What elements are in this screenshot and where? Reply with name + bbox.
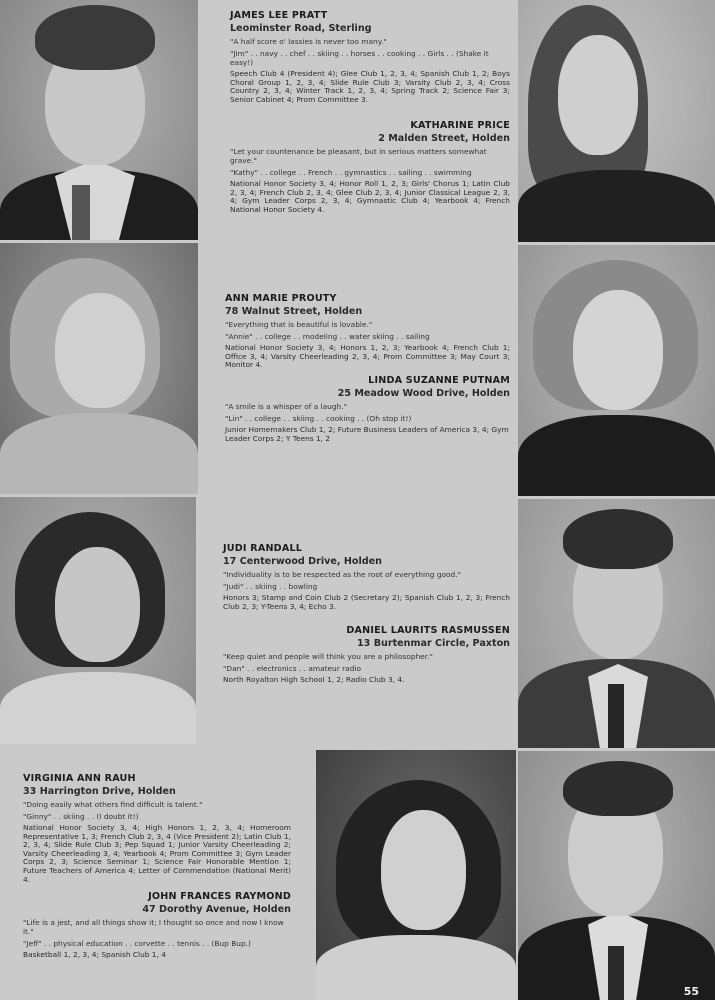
student-name: DANIEL LAURITS RASMUSSEN [346,625,510,636]
student-quote: "Individuality is to be respected as the root of everything good." [223,570,461,579]
student-quote: "Let your countenance be pleasant, but in serious matters somewhat grave." [230,147,487,165]
portrait-photo-randall [0,497,196,744]
student-quote: "Keep quiet and people will think you are a philosopher." [223,652,433,661]
student-quote: "Life is a jest, and all things show it; I thought so once and now I know it." [23,918,284,936]
bio-pratt [230,10,510,104]
student-quote: "A smile is a whisper of a laugh." [225,402,347,411]
student-interests: "Annie" . . college . . modeling . . water skiing . . sailing [225,332,430,341]
student-name: JUDI RANDALL [223,543,303,554]
student-activities: National Honor Society 3, 4; High Honors 1, 2, 3, 4; Homeroom Representative 1, 3; French Club 2, 3, 4 (Vice President 2); Latin Club 1, 2, 3, 4; Slide Rule Club 3; Pep Squad 1; Junior Varsity Cheerleading 2; Varsity Cheerleading 3, 4; Yearbook 4; Prom Committee 3; Gym Leader Corps 2, 3; Science Seminar 1; Science Fair Honorable Mention 1; Future Teachers of America 4; Letter of Commendation (National Merit) 4. [23,823,291,884]
student-quote: "Doing easily what others find difficult is talent." [23,800,203,809]
portrait-photo-rauh [316,750,516,1000]
student-address: 78 Walnut Street, Holden [225,306,363,317]
student-interests: "Dan" . . electronics . . amateur radio [223,664,361,673]
portrait-photo-raymond [518,751,715,1000]
student-address: 17 Centerwood Drive, Holden [223,556,382,567]
student-name: JOHN FRANCES RAYMOND [148,891,291,902]
portrait-photo-putnam [518,245,715,496]
bio-rasmussen [223,625,510,685]
student-activities: National Honor Society 3, 4; Honor Roll 1, 2, 3; Girls' Chorus 1; Latin Club 2, 3, 4; French Club 2, 3, 4; Glee Club 2, 3, 4; Junior Classical League 2, 3, 4; Gym Leader Corps 2, 3, 4; Gymnastic Club 4; Yearbook 4; French National Honor Society 4. [230,179,510,214]
bio-randall [223,543,510,611]
student-activities: Basketball 1, 2, 3, 4; Spanish Club 1, 4 [23,950,166,959]
student-interests: "Jeff" . . physical education . . corvette . . tennis . . (Bup Bup.) [23,939,251,948]
bio-putnam [225,375,510,443]
student-interests: "Jim" . . navy . . chef . . skiing . . horses . . cooking . . Girls . . (Shake it easy!) [230,49,489,67]
student-interests: "Lin" . . college . . skiing . . cooking . . (Oh stop it!) [225,414,412,423]
bio-rauh [23,773,291,884]
student-address: 2 Malden Street, Holden [378,133,510,144]
student-address: 33 Harrington Drive, Holden [23,786,176,797]
student-activities: Honors 3; Stamp and Coin Club 2 (Secretary 2); Spanish Club 1, 2, 3; French Club 2, 3; Y-Teens 3, 4; Echo 3. [223,593,510,611]
student-activities: Speech Club 4 (President 4); Glee Club 1, 2, 3, 4; Spanish Club 1, 2; Boys Choral Group 1, 2, 3, 4; Slide Rule Club 3; Varsity Club 2, 3, 4; Cross Country 2, 3, 4; Winter Track 1, 2, 3, 4; Spring Track 2; Science Fair 3; Senior Cabinet 4; Prom Committee 3. [230,69,510,104]
bio-price [230,120,510,214]
student-address: Leominster Road, Sterling [230,23,372,34]
student-activities: National Honor Society 3, 4; Honors 1, 2, 3; Yearbook 4; French Club 1; Office 3, 4; Varsity Cheerleading 2, 3, 4; Prom Committee 3; May Court 3; Monitor 4. [225,343,510,370]
student-interests: "Judi" . . skiing . . bowling [223,582,318,591]
student-name: VIRGINIA ANN RAUH [23,773,136,784]
student-name: ANN MARIE PROUTY [225,293,337,304]
student-name: LINDA SUZANNE PUTNAM [368,375,510,386]
portrait-photo-rasmussen [518,499,715,748]
student-name: JAMES LEE PRATT [230,10,328,21]
student-name: KATHARINE PRICE [410,120,510,131]
bio-raymond [23,891,291,960]
student-address: 25 Meadow Wood Drive, Holden [337,388,510,399]
page-number: 55 [683,985,699,998]
student-interests: "Kathy" . . college . . French . . gymnastics . . sailing . . swimming [230,168,472,177]
student-address: 13 Burtenmar Circle, Paxton [357,638,510,649]
portrait-photo-prouty [0,243,198,494]
student-quote: "A half score o' lassies is never too many." [230,37,387,46]
bio-prouty [225,293,510,370]
portrait-photo-price [518,0,715,242]
student-address: 47 Dorothy Avenue, Holden [142,904,291,915]
student-activities: Junior Homemakers Club 1, 2; Future Business Leaders of America 3, 4; Gym Leader Corps 2; Y Teens 1, 2 [225,425,509,443]
student-activities: North Royalton High School 1, 2; Radio Club 3, 4. [223,675,405,684]
student-interests: "Ginny" . . skiing . . (I doubt it!) [23,812,139,821]
portrait-photo-pratt [0,0,198,240]
student-quote: "Everything that is beautiful is lovable." [225,320,373,329]
